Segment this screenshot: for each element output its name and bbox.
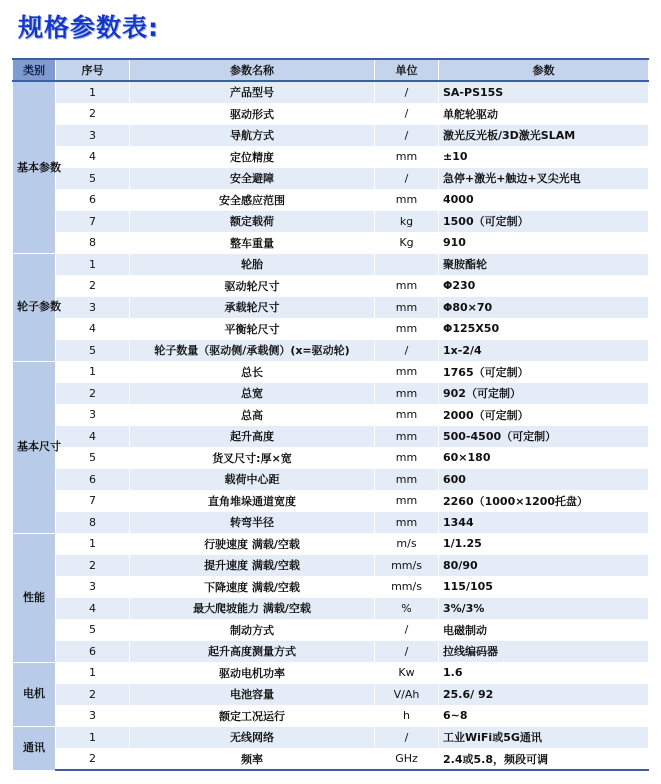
table-row (13, 318, 649, 340)
param-value: 1/1.25 (439, 533, 649, 555)
param-unit: mm (375, 361, 439, 383)
table-row (13, 748, 649, 770)
table-row (13, 211, 649, 233)
param-name: 制动方式 (130, 619, 375, 641)
header-name: 参数名称 (130, 59, 375, 81)
table-row (13, 404, 649, 426)
row-number: 3 (56, 125, 130, 147)
row-number: 1 (56, 662, 130, 684)
param-unit: / (375, 727, 439, 749)
row-number: 5 (56, 168, 130, 190)
param-unit: mm (375, 383, 439, 405)
param-name: 直角堆垛通道宽度 (130, 490, 375, 512)
spec-table-body (13, 81, 649, 770)
param-value: 电磁制动 (439, 619, 649, 641)
param-unit: mm (375, 447, 439, 469)
param-name: 驱动轮尺寸 (130, 275, 375, 297)
param-value: 1.6 (439, 662, 649, 684)
param-value: SA-PS15S (439, 81, 649, 103)
row-number: 6 (56, 469, 130, 491)
param-value: 3%/3% (439, 598, 649, 620)
param-value: Φ80×70 (439, 297, 649, 319)
param-value: 902（可定制） (439, 383, 649, 405)
param-value: Φ125X50 (439, 318, 649, 340)
table-row (13, 490, 649, 512)
param-unit: / (375, 340, 439, 362)
param-unit: mm (375, 275, 439, 297)
table-row (13, 469, 649, 491)
param-value: 25.6/ 92 (439, 684, 649, 706)
table-row (13, 705, 649, 727)
param-unit: mm (375, 318, 439, 340)
param-unit: / (375, 125, 439, 147)
table-row (13, 727, 649, 749)
row-number: 5 (56, 447, 130, 469)
param-unit: mm (375, 297, 439, 319)
page-title: 规格参数表: (18, 13, 159, 42)
param-name: 起升高度测量方式 (130, 641, 375, 663)
category-cell: 通讯 (13, 727, 56, 771)
row-number: 2 (56, 275, 130, 297)
category-cell: 基本参数 (13, 81, 56, 254)
table-row (13, 340, 649, 362)
table-row (13, 576, 649, 598)
param-value: 60×180 (439, 447, 649, 469)
param-value: 600 (439, 469, 649, 491)
param-name: 承载轮尺寸 (130, 297, 375, 319)
param-value: 拉线编码器 (439, 641, 649, 663)
param-unit: mm/s (375, 555, 439, 577)
param-unit: Kg (375, 232, 439, 254)
param-name: 整车重量 (130, 232, 375, 254)
param-name: 总高 (130, 404, 375, 426)
table-row (13, 361, 649, 383)
row-number: 6 (56, 641, 130, 663)
param-value: 2000（可定制） (439, 404, 649, 426)
table-row (13, 662, 649, 684)
header-row (13, 59, 649, 81)
param-name: 定位精度 (130, 146, 375, 168)
table-row (13, 641, 649, 663)
table-row (13, 598, 649, 620)
table-row (13, 189, 649, 211)
row-number: 1 (56, 727, 130, 749)
param-unit: mm (375, 426, 439, 448)
param-name: 产品型号 (130, 81, 375, 103)
row-number: 1 (56, 361, 130, 383)
row-number: 2 (56, 103, 130, 125)
param-unit (375, 254, 439, 276)
row-number: 2 (56, 383, 130, 405)
header-unit: 单位 (375, 59, 439, 81)
header-value: 参数 (439, 59, 649, 81)
param-value: 1500（可定制） (439, 211, 649, 233)
param-unit: / (375, 168, 439, 190)
param-name: 提升速度 满载/空载 (130, 555, 375, 577)
table-row (13, 426, 649, 448)
param-value: 1765（可定制） (439, 361, 649, 383)
param-name: 下降速度 满载/空载 (130, 576, 375, 598)
row-number: 5 (56, 340, 130, 362)
param-name: 额定工况运行 (130, 705, 375, 727)
param-unit: mm (375, 490, 439, 512)
table-row (13, 254, 649, 276)
param-name: 平衡轮尺寸 (130, 318, 375, 340)
param-unit: V/Ah (375, 684, 439, 706)
param-unit: m/s (375, 533, 439, 555)
spec-table (12, 58, 649, 771)
param-unit: h (375, 705, 439, 727)
category-cell: 轮子参数 (13, 254, 56, 362)
param-value: 910 (439, 232, 649, 254)
table-row (13, 533, 649, 555)
param-unit: / (375, 641, 439, 663)
spec-table-header (13, 59, 649, 81)
param-unit: mm (375, 512, 439, 534)
param-value: ±10 (439, 146, 649, 168)
row-number: 7 (56, 490, 130, 512)
table-row (13, 619, 649, 641)
row-number: 3 (56, 705, 130, 727)
param-value: 4000 (439, 189, 649, 211)
table-row (13, 81, 649, 103)
row-number: 4 (56, 426, 130, 448)
param-name: 驱动形式 (130, 103, 375, 125)
param-name: 导航方式 (130, 125, 375, 147)
row-number: 1 (56, 533, 130, 555)
row-number: 3 (56, 297, 130, 319)
param-value: Φ230 (439, 275, 649, 297)
param-unit: mm (375, 189, 439, 211)
table-row (13, 512, 649, 534)
table-row (13, 103, 649, 125)
row-number: 2 (56, 684, 130, 706)
header-category: 类别 (13, 59, 56, 81)
param-name: 电池容量 (130, 684, 375, 706)
param-name: 最大爬坡能力 满载/空载 (130, 598, 375, 620)
param-unit: / (375, 103, 439, 125)
param-value: 80/90 (439, 555, 649, 577)
param-unit: GHz (375, 748, 439, 770)
param-value: 500-4500（可定制） (439, 426, 649, 448)
param-value: 6~8 (439, 705, 649, 727)
row-number: 3 (56, 576, 130, 598)
param-value: 工业WiFi或5G通讯 (439, 727, 649, 749)
table-row (13, 168, 649, 190)
row-number: 8 (56, 232, 130, 254)
table-row (13, 125, 649, 147)
param-value: 1x-2/4 (439, 340, 649, 362)
param-value: 1344 (439, 512, 649, 534)
param-unit: mm (375, 146, 439, 168)
table-row (13, 146, 649, 168)
param-unit: mm (375, 404, 439, 426)
param-name: 安全感应范围 (130, 189, 375, 211)
table-row (13, 383, 649, 405)
param-name: 轮胎 (130, 254, 375, 276)
param-value: 聚胺酯轮 (439, 254, 649, 276)
param-unit: % (375, 598, 439, 620)
param-value: 115/105 (439, 576, 649, 598)
param-name: 额定载荷 (130, 211, 375, 233)
param-name: 频率 (130, 748, 375, 770)
param-name: 安全避障 (130, 168, 375, 190)
row-number: 2 (56, 555, 130, 577)
param-name: 轮子数量（驱动侧/承载侧）(x=驱动轮) (130, 340, 375, 362)
row-number: 2 (56, 748, 130, 770)
param-name: 总长 (130, 361, 375, 383)
param-unit: kg (375, 211, 439, 233)
param-unit: / (375, 81, 439, 103)
category-cell: 性能 (13, 533, 56, 662)
row-number: 4 (56, 318, 130, 340)
param-name: 载荷中心距 (130, 469, 375, 491)
param-unit: mm (375, 469, 439, 491)
param-name: 货叉尺寸:厚×宽 (130, 447, 375, 469)
table-row (13, 684, 649, 706)
param-name: 驱动电机功率 (130, 662, 375, 684)
table-row (13, 447, 649, 469)
table-row (13, 297, 649, 319)
row-number: 4 (56, 146, 130, 168)
param-name: 行驶速度 满载/空载 (130, 533, 375, 555)
row-number: 8 (56, 512, 130, 534)
header-no: 序号 (56, 59, 130, 81)
row-number: 1 (56, 81, 130, 103)
param-value: 2260（1000×1200托盘） (439, 490, 649, 512)
row-number: 5 (56, 619, 130, 641)
param-name: 无线网络 (130, 727, 375, 749)
param-value: 急停+激光+触边+叉尖光电 (439, 168, 649, 190)
category-cell: 电机 (13, 662, 56, 727)
param-name: 转弯半径 (130, 512, 375, 534)
table-row (13, 555, 649, 577)
table-row (13, 275, 649, 297)
param-name: 总宽 (130, 383, 375, 405)
param-unit: Kw (375, 662, 439, 684)
row-number: 4 (56, 598, 130, 620)
param-value: 激光反光板/3D激光SLAM (439, 125, 649, 147)
table-row (13, 232, 649, 254)
row-number: 7 (56, 211, 130, 233)
category-cell: 基本尺寸 (13, 361, 56, 533)
param-value: 单舵轮驱动 (439, 103, 649, 125)
param-unit: mm/s (375, 576, 439, 598)
row-number: 3 (56, 404, 130, 426)
param-value: 2.4或5.8，频段可调 (439, 748, 649, 770)
row-number: 1 (56, 254, 130, 276)
row-number: 6 (56, 189, 130, 211)
param-unit: / (375, 619, 439, 641)
param-name: 起升高度 (130, 426, 375, 448)
